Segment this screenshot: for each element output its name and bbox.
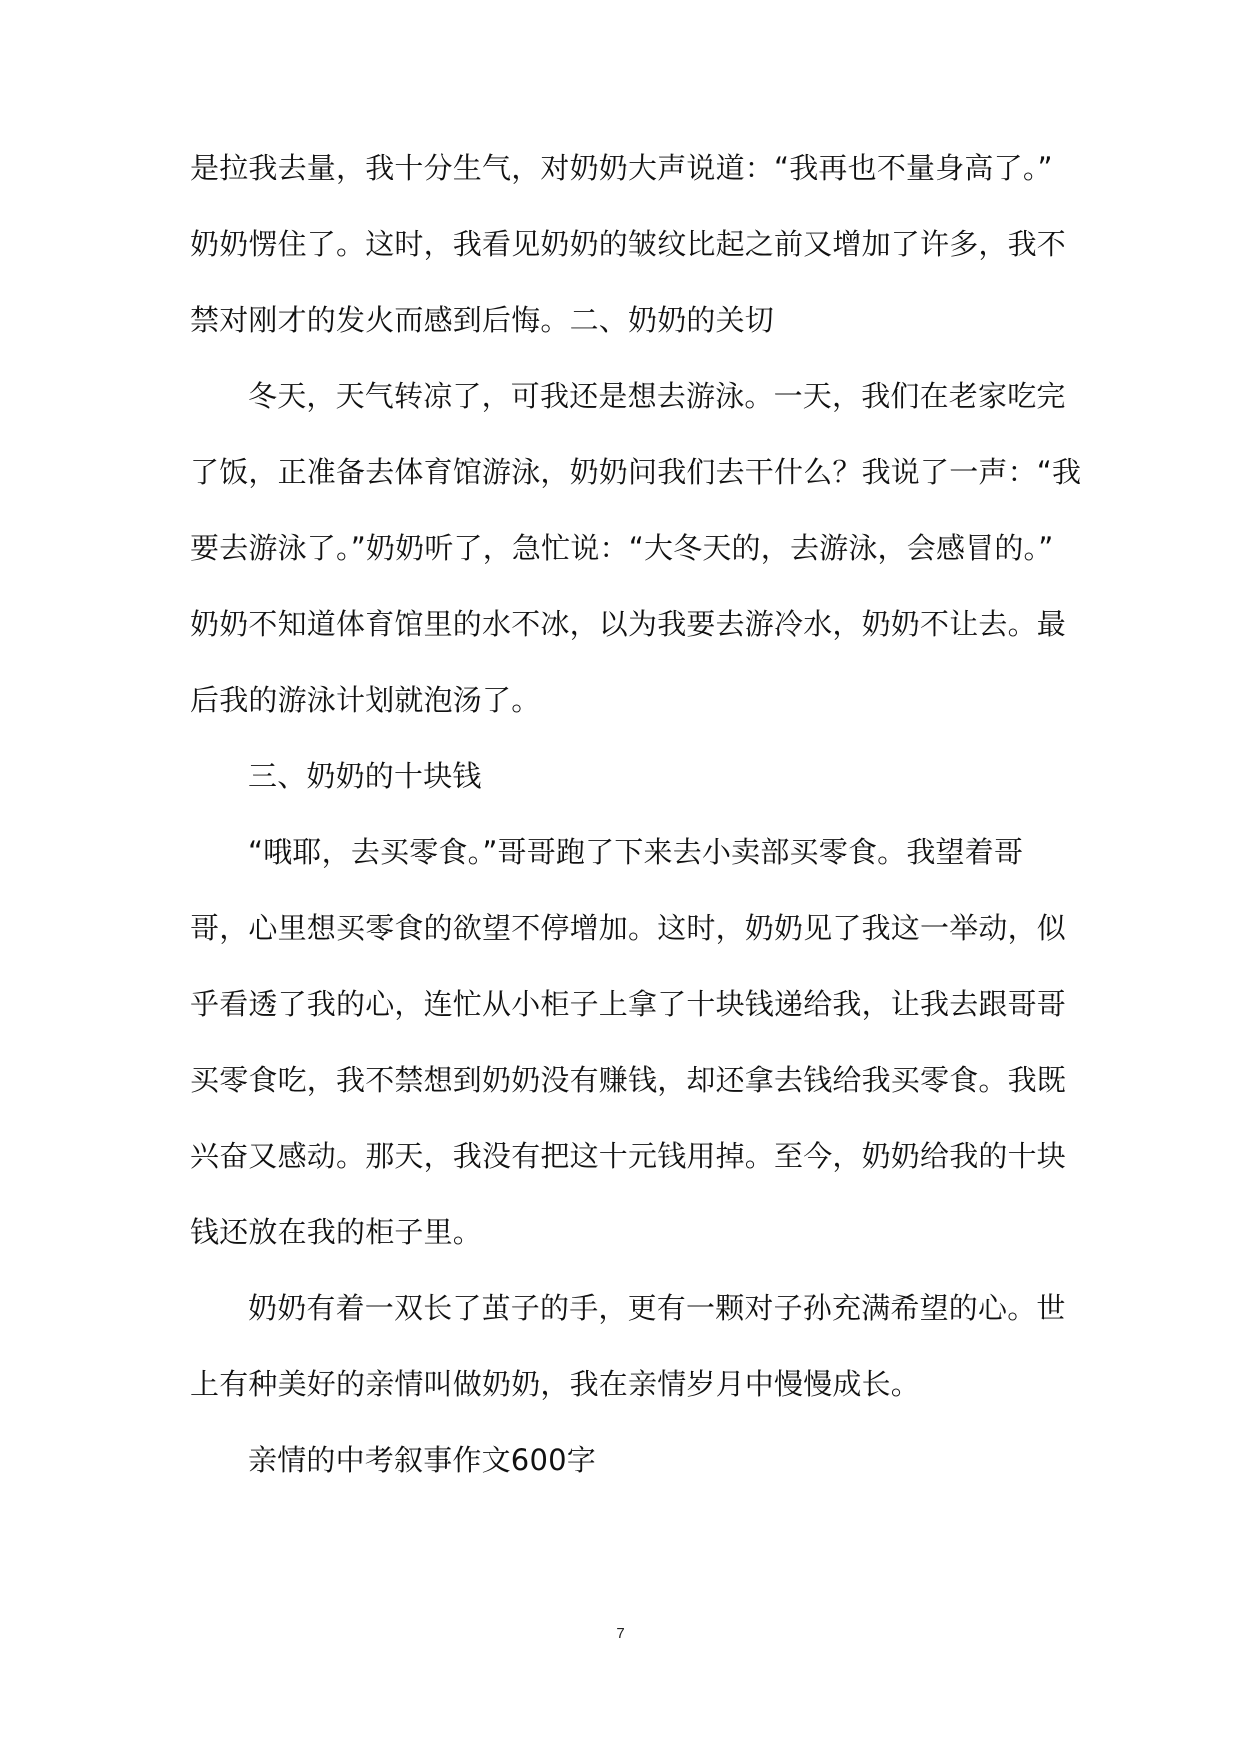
text-line: 奶奶不知道体育馆里的水不冰，以为我要去游冷水，奶奶不让去。最 xyxy=(190,607,1067,641)
page-number: 7 xyxy=(616,1625,625,1642)
text-line: 乎看透了我的心，连忙从小柜子上拿了十块钱递给我，让我去跟哥哥 xyxy=(190,987,1067,1021)
text-line: 了饭，正准备去体育馆游泳，奶奶问我们去干什么？我说了一声：“我 xyxy=(190,455,1082,489)
text-line: 奶奶愣住了。这时，我看见奶奶的皱纹比起之前又增加了许多，我不 xyxy=(190,227,1067,261)
text-line: 是拉我去量，我十分生气，对奶奶大声说道：“我再也不量身高了。” xyxy=(190,151,1053,185)
text-line: 上有种美好的亲情叫做奶奶，我在亲情岁月中慢慢成长。 xyxy=(190,1367,921,1401)
paragraph-1 xyxy=(190,130,1067,358)
paragraph-5 xyxy=(190,1270,1066,1422)
text-line: 哥，心里想买零食的欲望不停增加。这时，奶奶见了我这一举动，似 xyxy=(190,911,1067,945)
text-line: 三、奶奶的十块钱 xyxy=(248,759,482,793)
paragraph-4 xyxy=(190,814,1067,1270)
text-line: 后我的游泳计划就泡汤了。 xyxy=(190,683,541,717)
section-heading-3 xyxy=(190,738,1060,814)
document-body xyxy=(190,130,1082,1498)
text-line: 兴奋又感动。那天，我没有把这十元钱用掉。至今，奶奶给我的十块 xyxy=(190,1139,1067,1173)
text-line: “哦耶，去买零食。”哥哥跑了下来去小卖部买零食。我望着哥 xyxy=(248,835,1024,869)
text-line: 钱还放在我的柜子里。 xyxy=(190,1215,483,1249)
text-line: 冬天，天气转凉了，可我还是想去游泳。一天，我们在老家吃完 xyxy=(248,379,1066,413)
text-line: 奶奶有着一双长了茧子的手，更有一颗对子孙充满希望的心。世 xyxy=(248,1291,1066,1325)
essay-title-line xyxy=(190,1422,1060,1498)
paragraph-2 xyxy=(190,358,1082,738)
text-line: 买零食吃，我不禁想到奶奶没有赚钱，却还拿去钱给我买零食。我既 xyxy=(190,1063,1067,1097)
text-line: 禁对刚才的发火而感到后悔。二、奶奶的关切 xyxy=(190,303,775,337)
text-line: 亲情的中考叙事作文600字 xyxy=(248,1443,596,1477)
text-line: 要去游泳了。”奶奶听了，急忙说：“大冬天的，去游泳，会感冒的。” xyxy=(190,531,1054,565)
